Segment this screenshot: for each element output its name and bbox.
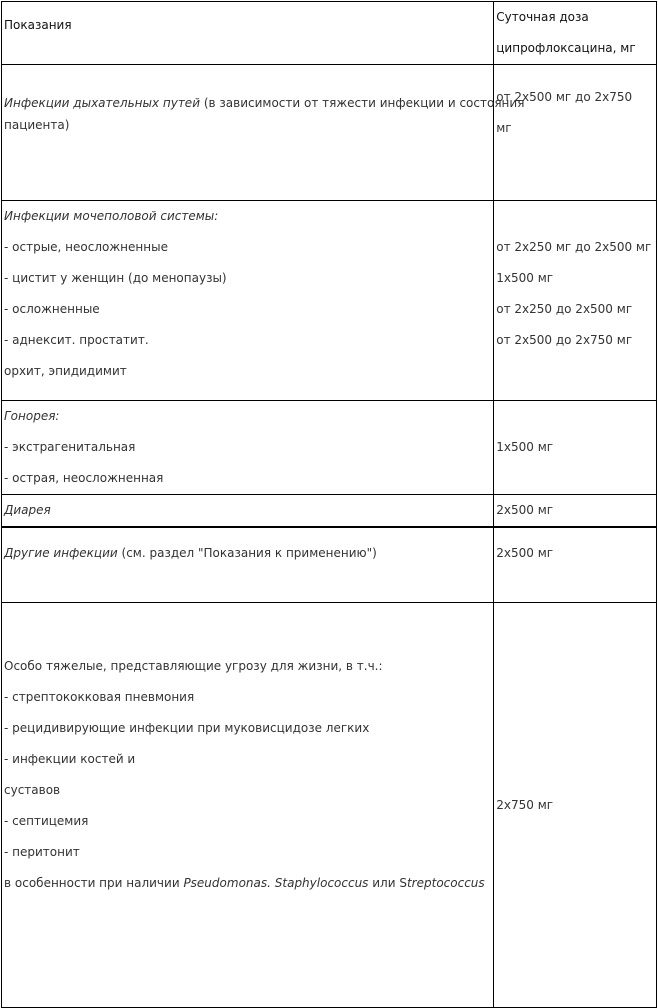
dose-cell: 2x500 мг [494,527,657,603]
list-item: - перитонит [4,845,80,859]
indication-title: Инфекции дыхательных путей [4,96,200,110]
list-item: в особенности при наличии Pseudomonas. Staphylococcus или Streptococcus [4,876,485,890]
indication-cell: Особо тяжелые, представляющие угрозу для жизни, в т.ч.: - стрептококковая пневмония - рецидивирующие инфекции при муковисцидозе легких - инфекции костей и суставов - септицемия - перитонит в особенности при наличии Pseudomonas. Staphylococcus или Streptococcus [2,603,494,1008]
indication-title: Другие инфекции [4,546,118,560]
list-item: - рецидивирующие инфекции при муковисцидозе легких [4,721,370,735]
header-daily-dose: Суточная доза ципрофлоксацина, мг [494,2,657,65]
indication-cell [2,401,494,495]
header-row [2,2,657,65]
indication-cell [2,201,494,401]
list-item: - септицемия [4,814,89,828]
indication-cell: Инфекции дыхательных путей (в зависимости от тяжести инфекции и состояния пациента) [2,65,494,201]
indication-title: Гонорея: [4,409,60,423]
table-row [2,527,657,603]
dosage-table [1,1,657,1008]
list-item: - осложненные [4,302,100,316]
dose-cell: 1x500 мг [494,401,657,495]
list-item: - экстрагенитальная [4,440,136,454]
indication-title: Инфекции мочеполовой системы: [4,209,219,223]
dose-cell: от 2x250 мг до 2x500 мг 1x500 мг от 2x250 до 2x500 мг от 2x500 до 2x750 мг [494,201,657,401]
dose-cell: 2x500 мг [494,495,657,528]
list-item: - цистит у женщин (до менопаузы) [4,271,227,285]
header-indications: Показания [2,2,494,65]
table-row [2,603,657,1008]
list-item: - инфекции костей и [4,752,136,766]
indication-cell [2,495,494,528]
list-item: суставов [4,783,61,797]
dose-cell: от 2x500 мг до 2x750 мг [494,65,657,201]
list-item: - острые, неосложненные [4,240,168,254]
indication-cell: Другие инфекции (см. раздел "Показания к применению") [2,527,494,603]
table-row [2,65,657,201]
dose-cell: 2x750 мг [494,603,657,1008]
indication-title: Диарея [4,503,51,517]
table-row [2,401,657,495]
table-row [2,495,657,528]
list-item: - аднексит. простатит. [4,333,149,347]
list-item: - стрептококковая пневмония [4,690,195,704]
table-row [2,201,657,401]
list-item: - острая, неосложненная [4,471,164,485]
list-item: орхит, эпидидимит [4,364,127,378]
